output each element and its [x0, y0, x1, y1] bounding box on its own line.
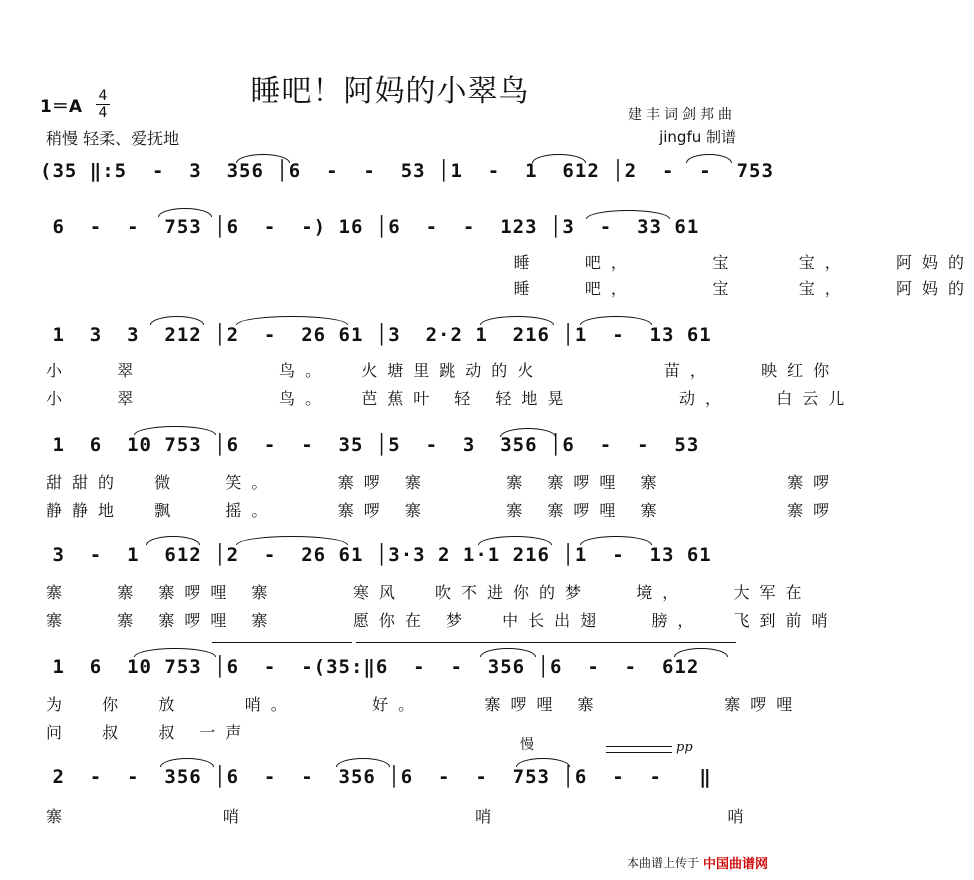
- triplet-slur: [674, 648, 728, 657]
- triplet-slur: [158, 208, 212, 217]
- page-title: 睡吧！阿妈的小翠鸟: [250, 74, 530, 109]
- triplet-slur: [336, 758, 390, 767]
- notation-row-7: 2 - - 356 │6 - - 356 │6 - - 753 │6 - - ‖: [40, 766, 712, 788]
- triplet-slur: [150, 316, 204, 325]
- triplet-slur: [532, 154, 586, 163]
- notation-row-6: 1 6 10 753 │6 - -(35:‖6 - - 356 │6 - - 612: [40, 656, 700, 678]
- tie-slur: [236, 316, 348, 325]
- composer-credit: 建丰词剑邦曲: [628, 107, 736, 123]
- transcriber-credit: jingfu 制谱: [659, 128, 736, 146]
- lyric-line-3a: 甜甜的 微 笑。 寨啰 寨 寨 寨啰哩 寨 寨啰: [46, 473, 840, 492]
- lyric-line-2a: 小 翠 鸟。 火塘里跳动的火 苗， 映红你: [46, 361, 840, 380]
- tie-slur: [580, 316, 652, 325]
- site-logo[interactable]: 中国曲谱网: [702, 857, 768, 872]
- dynamic-mark: pp: [676, 740, 693, 755]
- triplet-slur: [516, 758, 570, 767]
- lyric-line-1a: 睡 吧， 宝 宝， 阿妈的: [46, 253, 974, 272]
- footer: [627, 853, 768, 872]
- volta-1-bracket: [212, 642, 352, 643]
- tie-slur: [586, 210, 670, 219]
- triplet-slur: [500, 428, 556, 437]
- triplet-slur: [686, 154, 732, 163]
- lyric-line-3b: 静静地 飘 摇。 寨啰 寨 寨 寨啰哩 寨 寨啰: [46, 501, 840, 520]
- lyric-line-4a: 寨 寨 寨啰哩 寨 寒风 吹不进你的梦 境， 大军在: [46, 583, 812, 602]
- tempo-marking: 稍慢 轻柔、爱抚地: [46, 129, 180, 148]
- notation-row-3: 1 3 3 212 │2 - 26 61 │3 2·2 1 216 │1 - 13 61: [40, 324, 712, 346]
- tie-slur: [236, 536, 348, 545]
- lyric-line-5b: 问 叔 叔 一声: [46, 723, 252, 742]
- tempo-slow-mark: 慢: [520, 737, 534, 753]
- triplet-slur: [480, 316, 554, 325]
- triplet-slur: [134, 426, 216, 435]
- lyric-line-1b: 睡 吧， 宝 宝， 阿妈的: [46, 279, 974, 298]
- lyric-line-6a: 寨 哨 哨 哨: [46, 807, 754, 826]
- lyric-line-4b: 寨 寨 寨啰哩 寨 愿你在 梦 中长出翅 膀， 飞到前哨: [46, 611, 838, 630]
- tie-slur: [580, 536, 652, 545]
- notation-row-2: 6 - - 753 │6 - -) 16 │6 - - 123 │3 - 33 61: [40, 216, 700, 238]
- notation-row-1: (35 ‖:5 - 3 356 │6 - - 53 │1 - 1 612 │2 - - 753: [40, 160, 774, 182]
- decrescendo-line-bottom: [606, 752, 672, 753]
- time-signature-top: 4: [98, 88, 108, 104]
- time-signature-bottom: 4: [96, 104, 110, 121]
- triplet-slur: [236, 154, 290, 163]
- triplet-slur: [478, 536, 552, 545]
- triplet-slur: [146, 536, 200, 545]
- triplet-slur: [480, 648, 536, 657]
- footer-text: 本曲谱上传于: [626, 856, 699, 870]
- notation-row-4: 1 6 10 753 │6 - - 35 │5 - 3 356 │6 - - 53: [40, 434, 700, 456]
- notation-row-5: 3 - 1 612 │2 - 26 61 │3·3 2 1·1 216 │1 - 13 61: [40, 544, 712, 566]
- lyric-line-5a: 为 你 放 哨。 好。 寨啰哩 寨 寨啰哩: [46, 695, 803, 714]
- triplet-slur: [134, 648, 216, 657]
- key-signature: 1＝A: [40, 97, 82, 117]
- decrescendo-line-top: [606, 746, 672, 747]
- triplet-slur: [160, 758, 214, 767]
- volta-2-bracket: [356, 642, 736, 643]
- time-signature: [96, 88, 110, 121]
- lyric-line-2b: 小 翠 鸟。 芭蕉叶 轻 轻地晃 动， 白云儿: [46, 389, 855, 408]
